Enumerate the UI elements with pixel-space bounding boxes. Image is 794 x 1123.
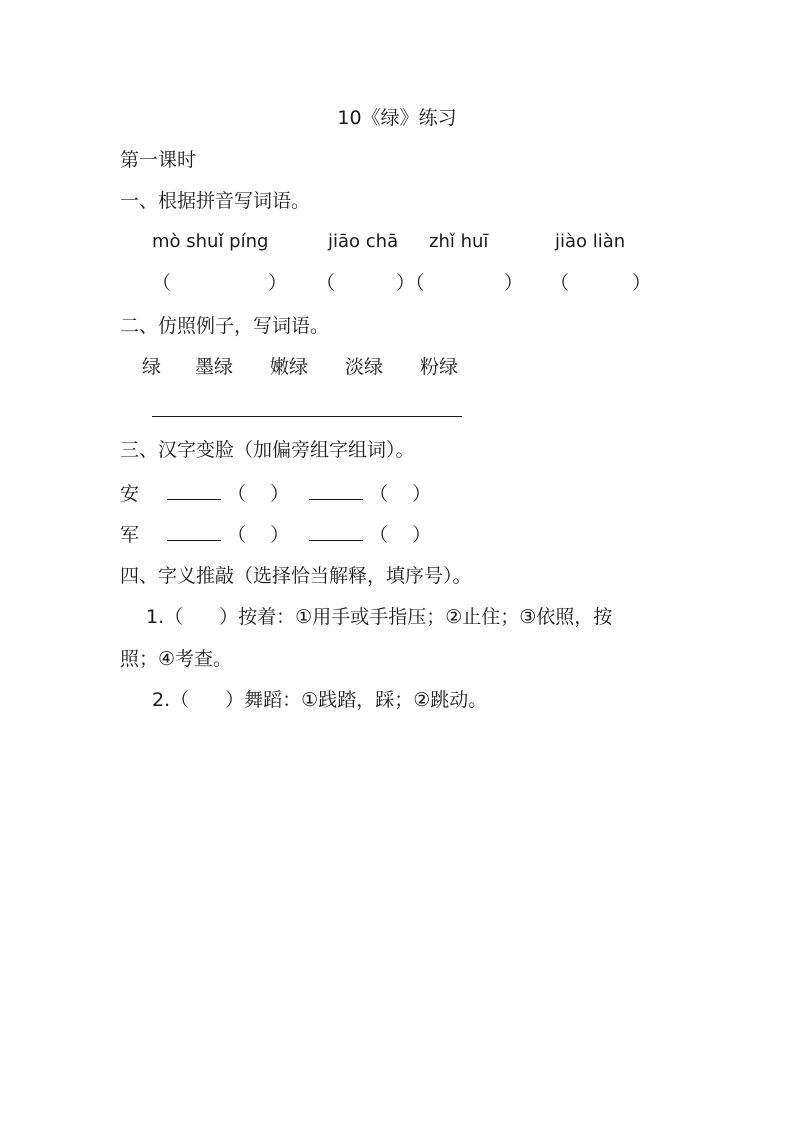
question-1 bbox=[146, 608, 612, 627]
pinyin-1: mò shuǐ píng bbox=[152, 231, 269, 252]
pinyin-2: jiāo chā bbox=[328, 231, 399, 252]
answer-line bbox=[152, 416, 462, 417]
paren-close: ） bbox=[412, 483, 432, 505]
paren-open: （ bbox=[227, 483, 247, 505]
example-word-5: 粉绿 bbox=[420, 356, 459, 378]
paren-close: ） bbox=[270, 483, 290, 505]
example-word-1: 绿 bbox=[142, 356, 162, 378]
fill-blank bbox=[309, 524, 363, 541]
base-char: 安 bbox=[120, 483, 140, 505]
answer-paren-close-1: ） bbox=[268, 272, 288, 294]
char-row-2 bbox=[120, 524, 431, 545]
pinyin-4: jiào liàn bbox=[555, 231, 626, 252]
example-word-4: 淡绿 bbox=[345, 356, 384, 378]
paren-close: ） bbox=[412, 524, 432, 546]
paren-open: （ bbox=[369, 483, 389, 505]
answer-paren-open-1: （ bbox=[152, 272, 172, 294]
fill-blank bbox=[309, 483, 363, 500]
fill-blank bbox=[167, 483, 221, 500]
paren-open: （ bbox=[227, 524, 247, 546]
question-2-text: 舞蹈：①践踏，踩；②跳动。 bbox=[244, 689, 488, 711]
section2-heading: 二、仿照例子，写词语。 bbox=[120, 315, 330, 337]
example-word-2: 墨绿 bbox=[195, 356, 234, 378]
question-2 bbox=[152, 691, 487, 710]
question-1-number: 1.（ bbox=[146, 606, 184, 628]
question-1-continued: 照；④考查。 bbox=[120, 648, 233, 670]
question-2-number: 2.（ bbox=[152, 689, 190, 711]
paren-open: （ bbox=[369, 524, 389, 546]
question-2-close: ） bbox=[225, 689, 245, 711]
answer-paren-open-4: （ bbox=[550, 272, 570, 294]
answer-paren-close-4: ） bbox=[632, 272, 652, 294]
base-char: 军 bbox=[120, 524, 140, 546]
pinyin-3: zhǐ huī bbox=[429, 231, 489, 252]
answer-paren-close-3: ） bbox=[504, 272, 524, 294]
example-word-3: 嫩绿 bbox=[270, 356, 309, 378]
char-row-1 bbox=[120, 483, 431, 504]
answer-paren-open-2: （ bbox=[316, 272, 336, 294]
page-title: 10《绿》练习 bbox=[337, 107, 457, 129]
question-1-close: ） bbox=[219, 606, 239, 628]
paren-close: ） bbox=[270, 524, 290, 546]
section4-heading: 四、字义推敲（选择恰当解释，填序号）。 bbox=[120, 565, 472, 587]
question-1-text: 按着：①用手或手指压；②止住；③依照，按 bbox=[238, 606, 613, 628]
section3-heading: 三、汉字变脸（加偏旁组字组词）。 bbox=[120, 439, 415, 461]
lesson-label: 第一课时 bbox=[120, 149, 197, 171]
fill-blank bbox=[167, 524, 221, 541]
section1-heading: 一、根据拼音写词语。 bbox=[120, 190, 311, 212]
answer-paren-close-open: ）（ bbox=[396, 272, 425, 294]
